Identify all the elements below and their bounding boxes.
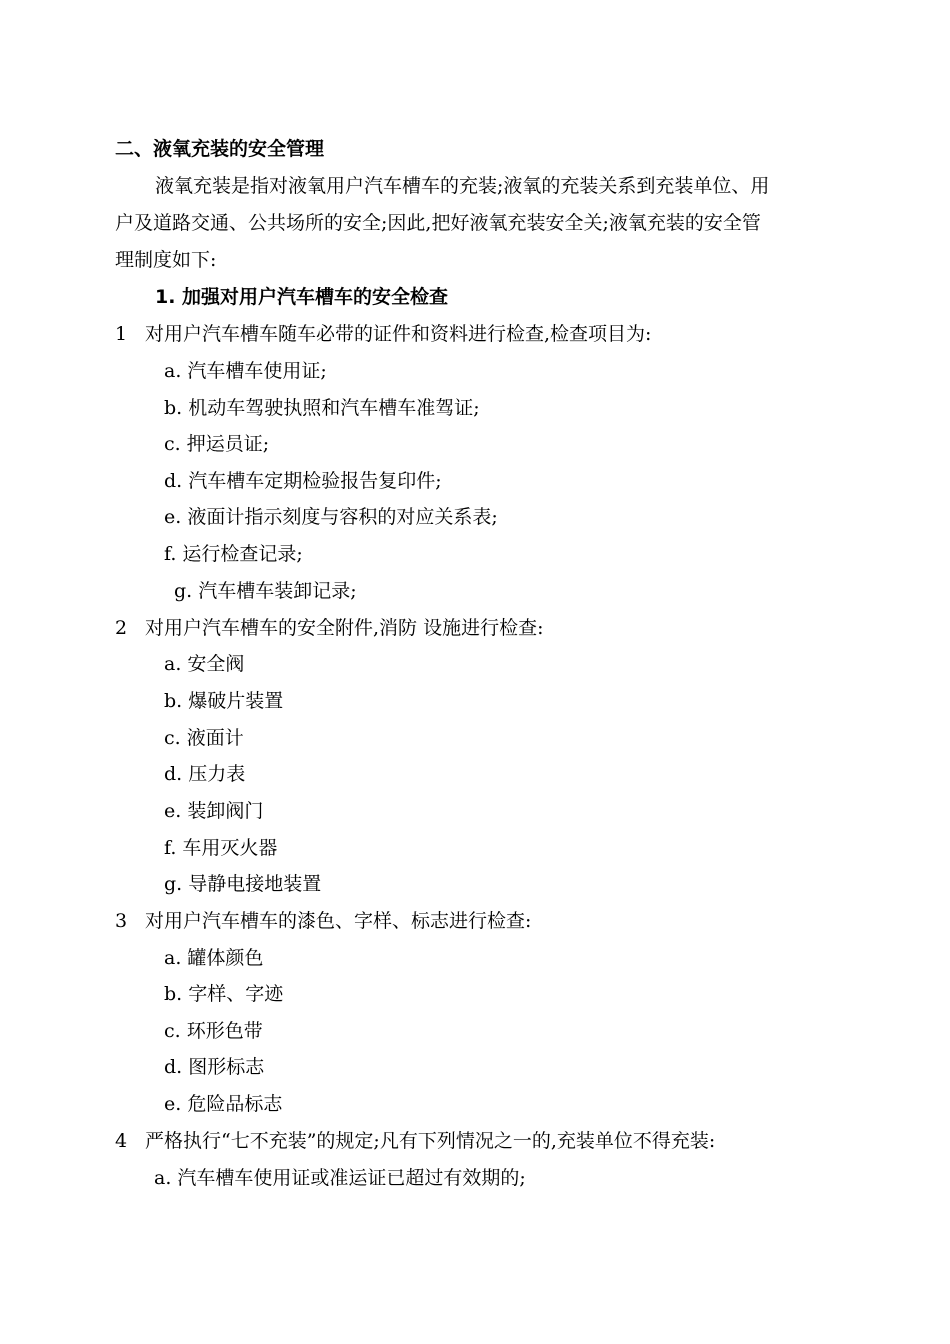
group-2-title <box>115 616 543 640</box>
list-item: g. 导静电接地装置 <box>164 873 322 895</box>
group-number: 1 <box>115 323 128 345</box>
intro-line-1: 液氧充装是指对液氧用户汽车槽车的充装;液氧的充装关系到充装单位、用 <box>155 175 770 197</box>
group-number: 4 <box>115 1130 128 1152</box>
list-item: e. 危险品标志 <box>164 1093 283 1115</box>
group-4-title <box>115 1129 715 1153</box>
list-item: c. 环形色带 <box>164 1020 263 1042</box>
list-item: b. 字样、字迹 <box>164 983 284 1005</box>
list-item: f. 车用灭火器 <box>164 837 278 859</box>
list-item: a. 罐体颜色 <box>164 947 264 969</box>
intro-line-3: 理制度如下: <box>115 249 217 271</box>
group-title-text: 对用户汽车槽车随车必带的证件和资料进行检查,检查项目为: <box>145 323 652 345</box>
list-item: e. 液面计指示刻度与容积的对应关系表; <box>164 506 498 528</box>
list-item: d. 汽车槽车定期检验报告复印件; <box>164 470 442 492</box>
group-number: 2 <box>115 617 128 639</box>
list-item: a. 安全阀 <box>164 653 245 675</box>
intro-line-2: 户及道路交通、公共场所的安全;因此,把好液氧充装安全关;液氧充装的安全管 <box>115 212 761 234</box>
list-item: c. 液面计 <box>164 727 244 749</box>
list-item: d. 压力表 <box>164 763 246 785</box>
group-3-title <box>115 909 531 933</box>
group-title-text: 对用户汽车槽车的漆色、字样、标志进行检查: <box>145 910 532 932</box>
list-item: d. 图形标志 <box>164 1056 265 1078</box>
group-title-text: 严格执行“七不充装”的规定;凡有下列情况之一的,充装单位不得充装: <box>145 1130 716 1152</box>
subheading: 1. 加强对用户汽车槽车的安全检查 <box>155 286 449 308</box>
list-item: b. 机动车驾驶执照和汽车槽车准驾证; <box>164 397 480 419</box>
list-item: f. 运行检查记录; <box>164 543 303 565</box>
list-item: b. 爆破片装置 <box>164 690 284 712</box>
list-item: c. 押运员证; <box>164 433 270 455</box>
list-item: a. 汽车槽车使用证或准运证已超过有效期的; <box>154 1167 526 1189</box>
group-1-title <box>115 322 651 346</box>
group-number: 3 <box>115 910 128 932</box>
list-item: e. 装卸阀门 <box>164 800 264 822</box>
list-item: a. 汽车槽车使用证; <box>164 360 327 382</box>
section-heading: 二、液氧充装的安全管理 <box>115 138 325 160</box>
group-title-text: 对用户汽车槽车的安全附件,消防 设施进行检查: <box>145 617 544 639</box>
list-item: g. 汽车槽车装卸记录; <box>174 580 357 602</box>
